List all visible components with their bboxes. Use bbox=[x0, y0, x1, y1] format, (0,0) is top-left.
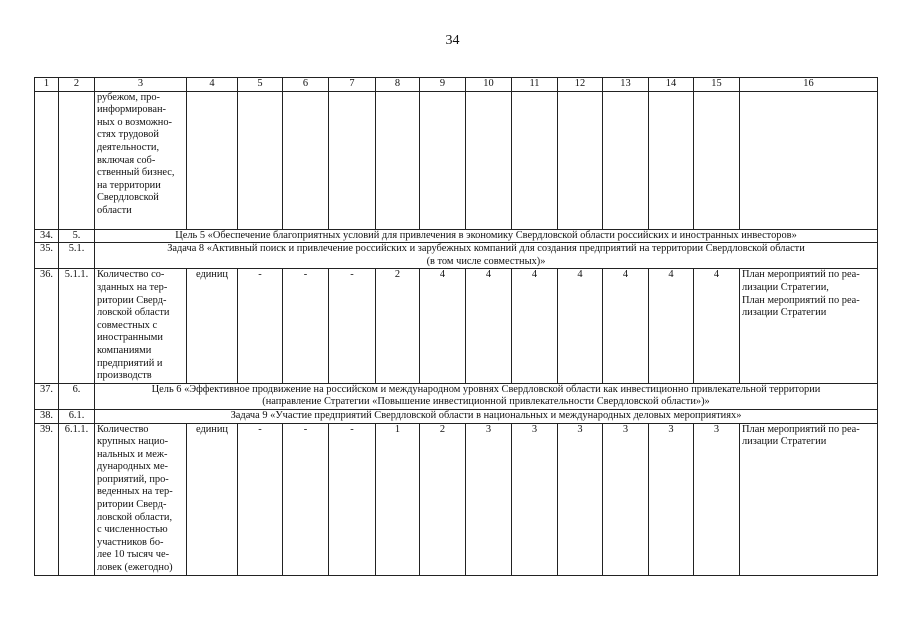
value-cell: 4 bbox=[649, 269, 694, 383]
row-number: 34. bbox=[35, 229, 59, 243]
header-cell: 14 bbox=[649, 78, 694, 92]
value-cell: 2 bbox=[376, 269, 420, 383]
header-cell: 15 bbox=[694, 78, 740, 92]
value-cell bbox=[694, 91, 740, 229]
value-cell bbox=[512, 91, 558, 229]
value-cell: 2 bbox=[420, 423, 466, 575]
row-code: 6.1. bbox=[59, 409, 95, 423]
table-row-38 bbox=[35, 409, 878, 423]
value-cell: 3 bbox=[694, 423, 740, 575]
value-cell: 3 bbox=[649, 423, 694, 575]
task-heading: Задача 8 «Активный поиск и привлечение российских и зарубежных компаний для создания предприятий на территории Свердловской области (в том числе совместных)» bbox=[95, 243, 878, 269]
header-cell: 1 bbox=[35, 78, 59, 92]
value-cell bbox=[420, 91, 466, 229]
header-cell: 9 bbox=[420, 78, 466, 92]
header-cell: 11 bbox=[512, 78, 558, 92]
value-cell bbox=[238, 91, 283, 229]
header-cell: 13 bbox=[603, 78, 649, 92]
header-row bbox=[35, 78, 878, 92]
header-cell: 7 bbox=[329, 78, 376, 92]
header-cell: 10 bbox=[466, 78, 512, 92]
header-cell: 8 bbox=[376, 78, 420, 92]
header-cell: 5 bbox=[238, 78, 283, 92]
header-cell: 3 bbox=[95, 78, 187, 92]
value-cell: 4 bbox=[466, 269, 512, 383]
row-number: 35. bbox=[35, 243, 59, 269]
value-cell: 3 bbox=[558, 423, 603, 575]
value-cell: - bbox=[329, 423, 376, 575]
source-document: План мероприятий по реа- лизации Стратегии, План мероприятий по реа- лизации Стратегии bbox=[740, 269, 878, 383]
value-cell bbox=[649, 91, 694, 229]
goal-heading: Цель 6 «Эффективное продвижение на российском и международном уровнях Свердловской области как инвестиционно привлекательной территории (направление Стратегии «Повышение инвестиционной привлекательности Свердловской области»)» bbox=[95, 383, 878, 409]
value-cell: 4 bbox=[694, 269, 740, 383]
value-cell: 4 bbox=[420, 269, 466, 383]
table-row-continuation bbox=[35, 91, 878, 229]
header-cell: 12 bbox=[558, 78, 603, 92]
row-code: 6.1.1. bbox=[59, 423, 95, 575]
unit-cell bbox=[187, 91, 238, 229]
indicator-name: Количество со- зданных на тер- ритории Сверд- ловской области совместных с иностранными компаниями предприятий и производств bbox=[95, 269, 187, 383]
row-code: 5.1.1. bbox=[59, 269, 95, 383]
table-row-37 bbox=[35, 383, 878, 409]
value-cell bbox=[603, 91, 649, 229]
header-cell: 16 bbox=[740, 78, 878, 92]
task-heading: Задача 9 «Участие предприятий Свердловской области в национальных и международных деловых мероприятиях» bbox=[95, 409, 878, 423]
indicators-table bbox=[34, 77, 878, 576]
unit: единиц bbox=[187, 423, 238, 575]
unit: единиц bbox=[187, 269, 238, 383]
value-cell: 4 bbox=[603, 269, 649, 383]
table-row-34 bbox=[35, 229, 878, 243]
value-cell: - bbox=[283, 269, 329, 383]
goal-heading: Цель 5 «Обеспечение благоприятных условий для привлечения в экономику Свердловской области российских и иностранных инвесторов» bbox=[95, 229, 878, 243]
value-cell bbox=[466, 91, 512, 229]
value-cell: 1 bbox=[376, 423, 420, 575]
row-number: 39. bbox=[35, 423, 59, 575]
header-cell: 2 bbox=[59, 78, 95, 92]
value-2014: - bbox=[238, 269, 283, 383]
value-cell bbox=[558, 91, 603, 229]
value-cell: - bbox=[283, 423, 329, 575]
row-code: 5. bbox=[59, 229, 95, 243]
value-cell bbox=[329, 91, 376, 229]
value-cell: 3 bbox=[512, 423, 558, 575]
value-cell: 4 bbox=[512, 269, 558, 383]
header-cell: 4 bbox=[187, 78, 238, 92]
row-number: 38. bbox=[35, 409, 59, 423]
table-row-36 bbox=[35, 269, 878, 383]
row-code-cell bbox=[59, 91, 95, 229]
row-number-cell bbox=[35, 91, 59, 229]
row-number: 36. bbox=[35, 269, 59, 383]
value-cell: 4 bbox=[558, 269, 603, 383]
header-cell: 6 bbox=[283, 78, 329, 92]
value-cell bbox=[376, 91, 420, 229]
value-cell bbox=[283, 91, 329, 229]
table-row-39 bbox=[35, 423, 878, 575]
indicator-name-cell: рубежом, про- информирован- ных о возможно- стях трудовой деятельности, включая соб- ственный бизнес, на территории Свердловской области bbox=[95, 91, 187, 229]
table-row-35 bbox=[35, 243, 878, 269]
value-cell: 3 bbox=[466, 423, 512, 575]
document-cell bbox=[740, 91, 878, 229]
row-code: 6. bbox=[59, 383, 95, 409]
value-cell: 3 bbox=[603, 423, 649, 575]
row-number: 37. bbox=[35, 383, 59, 409]
value-cell: - bbox=[329, 269, 376, 383]
page-number: 34 bbox=[445, 33, 460, 48]
indicator-name: Количество крупных нацио- нальных и меж- дународных ме- роприятий, про- веденных на тер- ритории Сверд- ловской области, с численностью участников бо- лее 10 тысяч че- ловек (ежегодно) bbox=[95, 423, 187, 575]
value-cell: - bbox=[238, 423, 283, 575]
source-document: План мероприятий по реа- лизации Стратегии bbox=[740, 423, 878, 575]
row-code: 5.1. bbox=[59, 243, 95, 269]
